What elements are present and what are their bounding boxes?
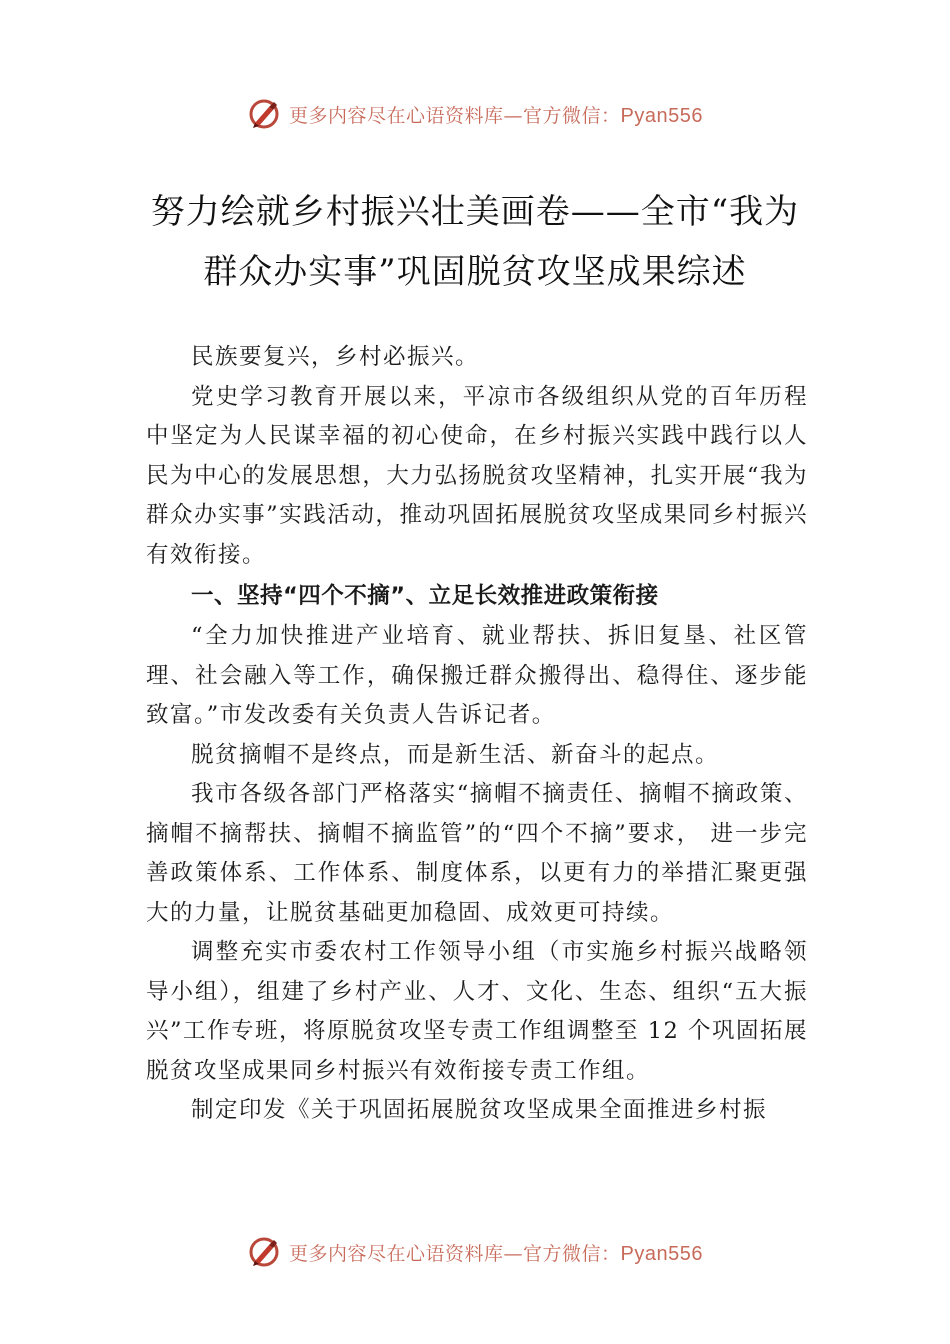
watermark-handle: Pyan556 [620, 104, 703, 127]
watermark-footer [0, 1232, 950, 1272]
pen-logo-icon [247, 97, 281, 131]
paragraph: 脱贫摘帽不是终点，而是新生活、新奋斗的起点。 [191, 741, 720, 768]
paragraph: “全力加快推进产业培育、就业帮扶、拆旧复垦、社区管理、社会融入等工作，确保搬迁群众搬得出、稳得住、逐步能致富。”市发改委有关负责人告诉记者。 [146, 623, 808, 728]
paragraph: 我市各级各部门严格落实“摘帽不摘责任、摘帽不摘政策、摘帽不摘帮扶、摘帽不摘监管”的“四个不摘”要求， 进一步完善政策体系、工作体系、制度体系，以更有力的举措汇聚更强大的力量，让脱贫基础更加稳固、成效更可持续。 [146, 781, 808, 926]
watermark-header [0, 94, 950, 134]
watermark-label: 更多内容尽在心语资料库—官方微信： [289, 1242, 621, 1265]
document-body [146, 338, 808, 1131]
watermark-label: 更多内容尽在心语资料库—官方微信： [289, 104, 621, 127]
section-heading: 一、坚持“四个不摘”、立足长效推进政策衔接 [191, 583, 659, 609]
watermark-text [289, 1239, 703, 1266]
watermark-handle: Pyan556 [620, 1242, 703, 1265]
paragraph: 制定印发《关于巩固拓展脱贫攻坚成果全面推进乡村振 [191, 1097, 768, 1123]
paragraph: 调整充实市委农村工作领导小组（市实施乡村振兴战略领导小组），组建了乡村产业、人才、文化、生态、组织“五大振兴”工作专班，将原脱贫攻坚专责工作组调整至 12 个巩固拓展脱贫攻坚成果同乡村振兴有效衔接专责工作组。 [146, 939, 808, 1084]
pen-logo-icon [247, 1235, 281, 1269]
watermark-text [289, 101, 703, 128]
paragraph: 党史学习教育开展以来，平凉市各级组织从党的百年历程中坚定为人民谋幸福的初心使命，在乡村振兴实践中践行以人民为中心的发展思想，大力弘扬脱贫攻坚精神，扎实开展“我为群众办实事”实践活动，推动巩固拓展脱贫攻坚成果同乡村振兴有效衔接。 [146, 383, 808, 568]
document-title: 努力绘就乡村振兴壮美画卷——全市“我为群众办实事”巩固脱贫攻坚成果综述 [150, 192, 800, 292]
paragraph: 民族要复兴，乡村必振兴。 [191, 344, 480, 370]
